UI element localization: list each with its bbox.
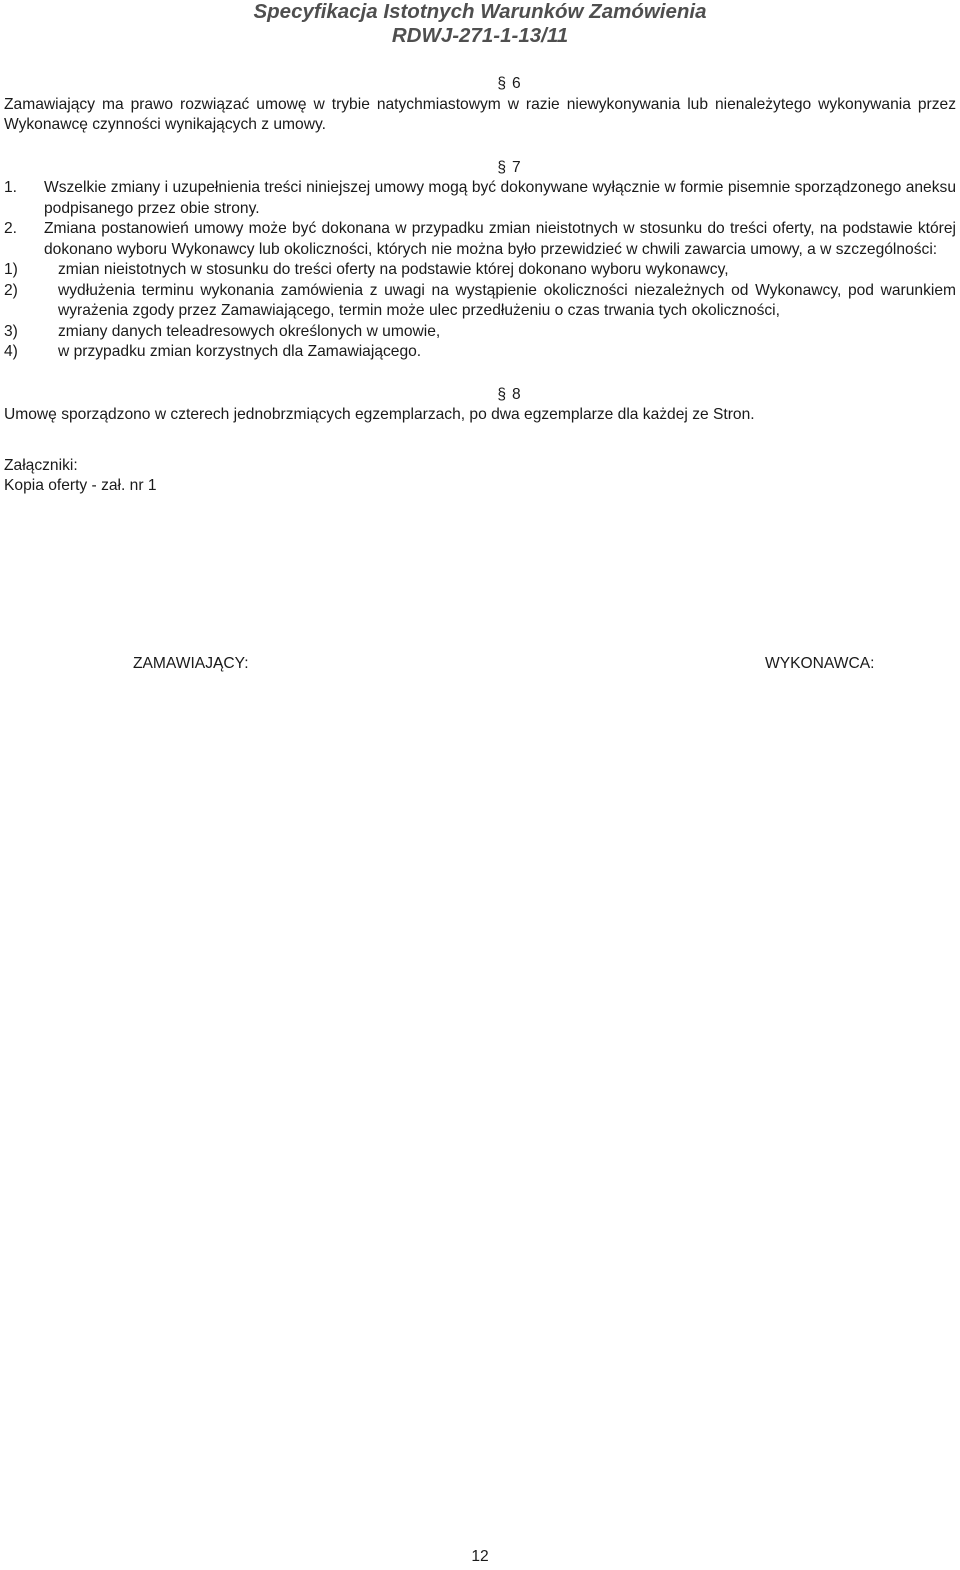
subitem-text: wydłużenia terminu wykonania zamówienia z uwagi na wystąpienie okoliczności niezależnych od Wykonawcy, pod warunkiem wyrażenia zgody przez Zamawiającego, termin może ulec przedłużeniu o czas trwania tych okoliczności, [58,281,956,319]
section-7-subitem-4 [4,342,956,363]
section-7-subitem-3 [4,322,956,343]
signature-ordering-party: ZAMAWIAJĄCY: [133,655,249,672]
section-number: 7 [512,158,521,176]
section-7-subitem-2 [4,281,956,322]
section-heading-7 [4,158,956,179]
document-reference: RDWJ-271-1-13/11 [391,24,569,47]
section-7-item-2 [4,219,956,260]
subitem-text: zmian nieistotnych w stosunku do treści oferty na podstawie której dokonano wyboru wykonawcy, [58,261,729,278]
attachment-item: Kopia oferty - zał. nr 1 [4,477,157,494]
section-7-subitem-1 [4,260,956,281]
section-7-item-1 [4,178,956,219]
subitem-number: 3) [4,322,18,340]
subitem-number: 1) [4,261,18,278]
section-8-text: Umowę sporządzono w czterech jednobrzmiących egzemplarzach, po dwa egzemplarze dla każdej ze Stron. [4,406,755,423]
section-symbol: § [497,75,506,92]
section-number: 8 [512,385,521,403]
page-number [0,1547,960,1568]
subitem-number: 4) [4,343,18,360]
signature-block [0,654,960,678]
section-number: 6 [512,75,521,92]
section-6-text: Zamawiający ma prawo rozwiązać umowę w trybie natychmiastowym w razie niewykonywania lub nienależytego wykonywania przez Wykonawcę czynności wynikających z umowy. [4,95,956,133]
section-heading-8 [4,385,956,406]
page-header [0,0,960,48]
item-number: 1. [4,179,18,196]
section-symbol: § [497,385,506,403]
document-title: Specyfikacja Istotnych Warunków Zamówienia [253,0,707,23]
document-body [4,74,956,497]
section-heading-6 [4,74,956,95]
item-text: Zmiana postanowień umowy może być dokonana w przypadku zmian nieistotnych w stosunku do treści oferty, na podstawie której dokonano wyboru Wykonawcy lub okoliczności, których nie można było przewidzieć w chwili zawarcia umowy, a w szczególności: [44,220,956,258]
item-number: 2. [4,220,18,237]
subitem-text: zmiany danych teleadresowych określonych w umowie, [58,322,441,340]
page-number-value: 12 [471,1548,489,1565]
attachments-label: Załączniki: [4,456,78,474]
signature-contractor: WYKONAWCA: [765,655,875,672]
subitem-text: w przypadku zmian korzystnych dla Zamawiającego. [58,343,422,360]
subitem-number: 2) [4,281,18,299]
item-text: Wszelkie zmiany i uzupełnienia treści niniejszej umowy mogą być dokonywane wyłącznie w formie pisemnie sporządzonego aneksu podpisanego przez obie strony. [44,179,956,217]
section-symbol: § [497,158,506,176]
